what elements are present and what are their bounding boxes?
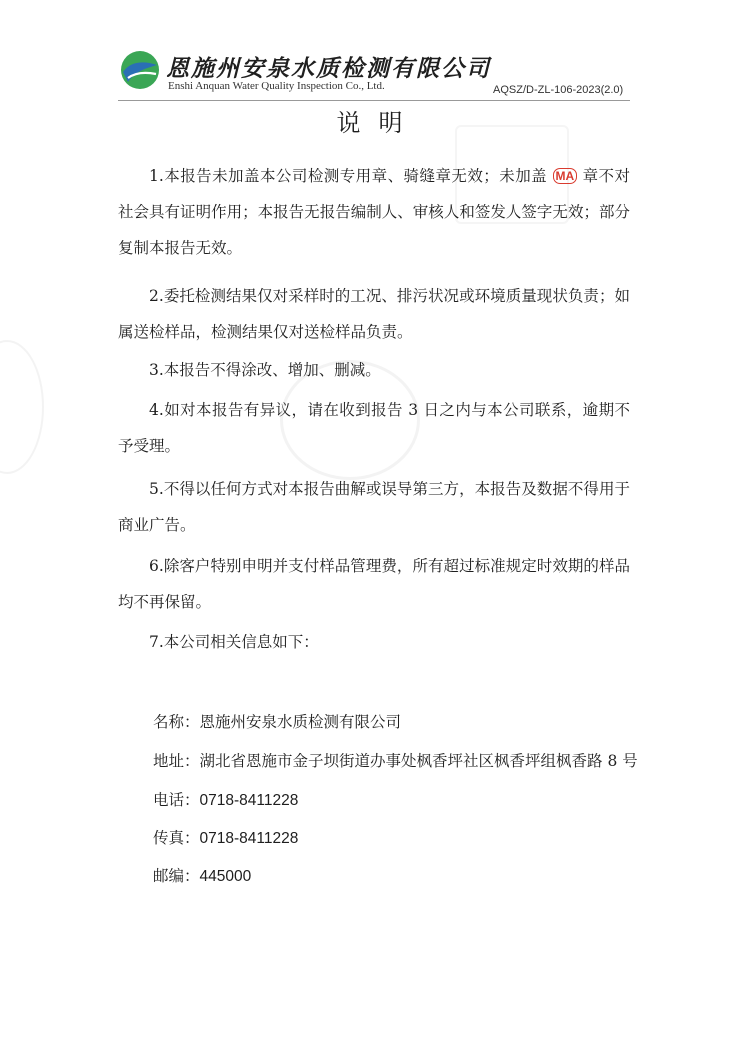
paragraph-3: 3.本报告不得涂改、增加、删减。 (149, 361, 381, 379)
company-name-cn: 恩施州安泉水质检测有限公司 (166, 55, 491, 82)
info-address-label: 地址： (153, 752, 200, 770)
info-name-value: 恩施州安泉水质检测有限公司 (199, 713, 402, 731)
info-postcode-label: 邮编： (153, 867, 200, 885)
paragraph-1 (118, 158, 630, 266)
info-phone-value: 0718-8411228 (199, 792, 299, 809)
info-postcode-value: 445000 (199, 868, 252, 885)
header-divider (118, 100, 630, 101)
info-name-label: 名称： (153, 713, 200, 731)
info-postcode (153, 864, 251, 886)
info-address-value: 湖北省恩施市金子坝街道办事处枫香坪社区枫香坪组枫香路 8 号 (199, 752, 638, 770)
paragraph-6: 6.除客户特别申明并支付样品管理费，所有超过标准规定时效期的样品均不再保留。 (118, 557, 630, 611)
cma-mark-icon: MA (553, 168, 578, 184)
paragraph-5: 5.不得以任何方式对本报告曲解或误导第三方，本报告及数据不得用于商业广告。 (118, 480, 630, 534)
info-fax-label: 传真： (153, 829, 200, 847)
paragraph-2: 2.委托检测结果仅对采样时的工况、排污状况或环境质量现状负责；如属送检样品，检测结果仅对送检样品负责。 (118, 287, 630, 341)
info-name (153, 710, 401, 732)
paragraph-4: 4.如对本报告有异议，请在收到报告 3 日之内与本公司联系，逾期不予受理。 (118, 401, 630, 455)
info-phone (153, 788, 298, 810)
company-logo-icon (118, 48, 162, 92)
info-phone-label: 电话： (153, 791, 200, 809)
info-fax (153, 826, 298, 848)
company-name-en: Enshi Anquan Water Quality Inspection Co., Ltd. (168, 80, 385, 92)
seam-stamp-ghost (0, 340, 44, 474)
info-fax-value: 0718-8411228 (199, 830, 299, 847)
paragraph-1-text-a: 1.本报告未加盖本公司检测专用章、骑缝章无效；未加盖 (149, 167, 548, 185)
paragraph-7: 7.本公司相关信息如下： (149, 633, 319, 651)
info-address (153, 749, 638, 771)
document-code: AQSZ/D-ZL-106-2023(2.0) (493, 84, 624, 96)
page-title: 说明 (336, 109, 421, 137)
paragraph-1-text-b: 章不对社会具有证明作用；本报告无报告编制人、审核人和签发人签字无效；部分复制本报告无效。 (118, 167, 630, 257)
